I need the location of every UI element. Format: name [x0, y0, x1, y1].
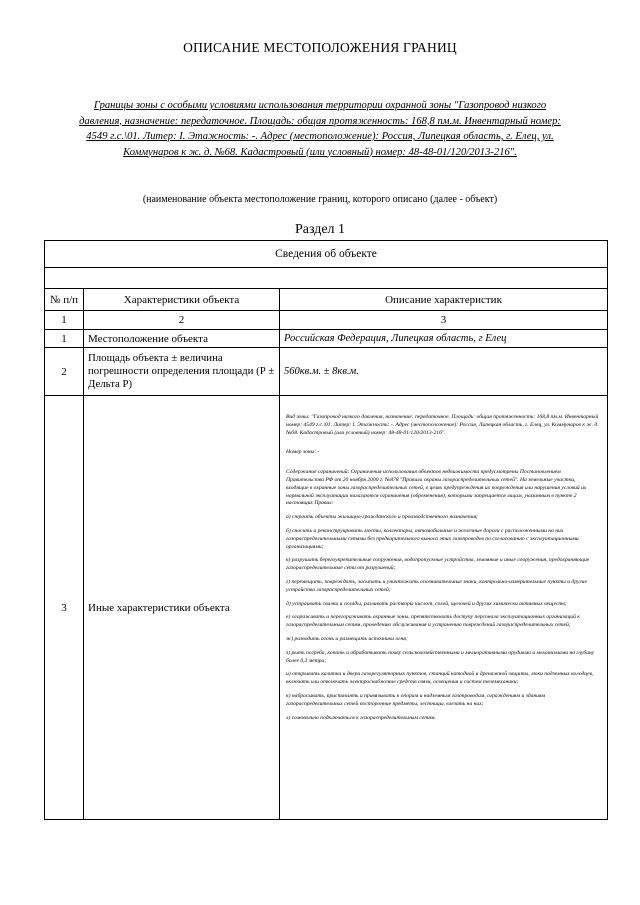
object-description	[55, 98, 585, 160]
object-caption: (наименование объекта местоположение границ, которого описано (далее - объект)	[142, 194, 498, 205]
row-characteristic: Площадь объекта ± величина погрешности определения площади (Р ± Дельта Р)	[84, 348, 280, 395]
table-header: Сведения об объекте	[275, 248, 377, 260]
row-value: 560кв.м. ± 8кв.м.	[284, 366, 359, 377]
section-title: Раздел 1	[294, 222, 346, 237]
table-row	[45, 396, 607, 819]
paragraph: з) рыть погреба, копать и обрабатывать почву сельскохозяйственными и мелиоративными орудиями и механизмами на глубину более 0,3 метра;	[286, 649, 595, 664]
object-info-table	[44, 240, 608, 820]
description-line: 4549 г.с.\01. Литер: I. Этажность: -. Адрес (местоположение): Россия, Липецкая область, г. Елец, ул.	[86, 131, 554, 142]
table-row	[45, 348, 607, 396]
paragraph: в) разрушать берегоукрепительные сооружения, водопропускные устройства, земляные и иные сооружения, предохраняющие газораспределительные сети от разрушений;	[286, 557, 590, 572]
paragraph: е) огораживать и перегораживать охранные зоны, препятствовать доступу персонала эксплуатационных организаций к газораспределительным сетям, проведению обслуживания и устранению повреждений газораспределительных сетей;	[286, 614, 580, 629]
row-characteristic: Иные характеристики объекта	[84, 396, 280, 819]
table-row	[45, 330, 607, 348]
paragraph: д) устраивать свалки и склады, разливать растворы кислот, солей, щелочей и других химически активных веществ;	[286, 600, 567, 607]
description-line: Границы зоны с особыми условиями использования территории охранной зоны "Газопровод низкого	[93, 100, 547, 111]
row-number: 3	[45, 396, 84, 819]
column-header-characteristics: Характеристики объекта	[84, 289, 280, 310]
column-header-number: № п/п	[45, 289, 84, 310]
restrictions-text	[280, 396, 607, 728]
row-value: Российская Федерация, Липецкая область, г Елец	[284, 333, 507, 344]
paragraph: г) перемещать, повреждать, засыпать и уничтожать опознавательные знаки, контрольно-измерительные пункты и другие устройства газораспределительных сетей;	[286, 578, 587, 593]
paragraph: Вид зоны: "Газопровод низкого давления, назначение: передаточное. Площадь: общая протяженность: 168,8 пм.м. Инвентарный номер: 4549 г.с.\01. Литер: I. Этажность: -. Адрес (местоположение): Россия, Липецкая область, г. Елец, ул. Коммунаров к ж. д. №68. Кадастровый (или условный) номер: 48-48-01/120/2013-216".	[286, 414, 599, 436]
table-header-row	[45, 241, 607, 268]
paragraph: б) сносить и реконструировать мосты, коллекторы, автомобильные и железные дороги с расположенными на них газораспределительными сетями без предварительного выноса этих газопроводов по согласованию с эксплуатационными организациями;	[286, 527, 579, 550]
description-line: давления, назначение: передаточное. Площадь: общая протяженность: 168,8 пм.м. Инвентарный номер:	[79, 115, 561, 127]
paragraph: а) строить объекты жилищно-гражданского и производственного назначения;	[286, 514, 478, 521]
row-value	[280, 396, 607, 819]
column-header-description: Описание характеристик	[385, 293, 502, 306]
paragraph: Номер зоны: -	[286, 449, 320, 456]
empty-row	[45, 268, 607, 289]
row-number: 1	[45, 330, 84, 347]
paragraph: и) открывать калитки и двери газорегуляторных пунктов, станций катодной и дренажной защиты, люки подземных колодцев, включать или отключать электроснабжение средств связи, освещения и систем телемеханики;	[286, 671, 594, 686]
paragraph: л) самовольно подключаться к газораспределительным сетям.	[286, 714, 436, 721]
paragraph: ж) разводить огонь и размещать источники огня;	[286, 635, 408, 642]
paragraph: Содержание ограничений: Ограничения использования объектов недвижимости предусмотрены Постановлением Правительства РФ от 20 ноября 2000 г. №878 "Правила охраны газораспределительных сетей". На земельные участки, входящие в охранные зоны газораспределительных сетей, в целях предупреждения их повреждения или нарушения условий их нормальной эксплуатации налагаются ограничения (обременения), которыми запрещается лицам, указанным в пункте 2 настоящих Правил:	[286, 469, 587, 507]
row-characteristic: Местоположение объекта	[84, 330, 280, 347]
column-number: 2	[84, 311, 280, 329]
description-line: Коммунаров к ж. д. №68. Кадастровый (или условный) номер: 48-48-01/120/2013-216".	[123, 146, 517, 158]
page-title: ОПИСАНИЕ МЕСТОПОЛОЖЕНИЯ ГРАНИЦ	[183, 40, 457, 55]
paragraph: к) набрасывать, приставлять и привязывать к опорам и надземным газопроводам, ограждениям и зданиям газораспределительных сетей посторонние предметы, лестницы, влезать на них;	[286, 692, 546, 707]
column-number: 1	[45, 311, 84, 329]
row-number: 2	[45, 348, 84, 395]
column-number: 3	[440, 314, 447, 326]
column-numbers-row	[45, 311, 607, 330]
column-headers-row	[45, 289, 607, 311]
